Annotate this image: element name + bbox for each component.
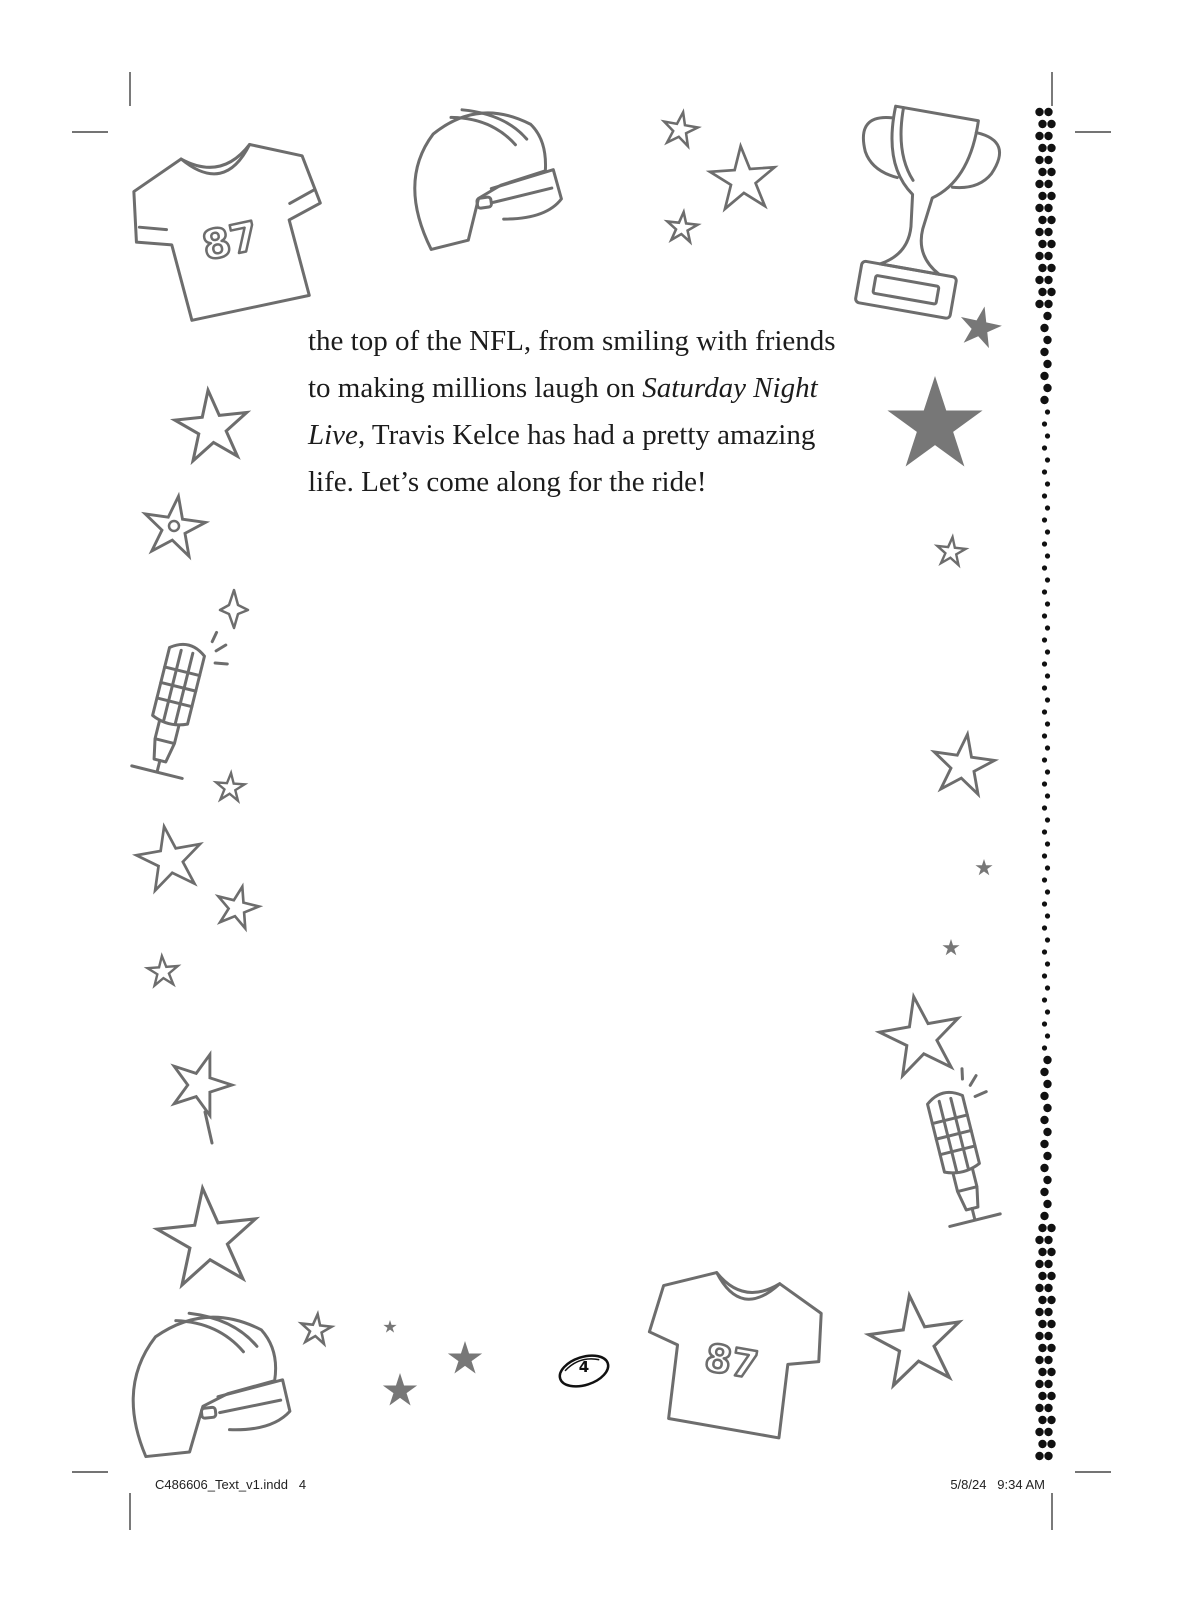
border-dot [1035, 1452, 1043, 1460]
border-dot [1038, 216, 1046, 224]
border-dot [1045, 457, 1050, 462]
border-dot [1035, 132, 1043, 140]
border-dot [1047, 1440, 1055, 1448]
border-dot [1047, 144, 1055, 152]
border-dot [1047, 1392, 1055, 1400]
border-dot [1038, 1416, 1046, 1424]
border-dot [1040, 1140, 1048, 1148]
border-dot [1035, 276, 1043, 284]
star-icon [300, 1312, 333, 1344]
border-dot [1043, 1128, 1051, 1136]
border-dot [1044, 1428, 1052, 1436]
border-dot [1044, 180, 1052, 188]
border-dot [1045, 961, 1050, 966]
border-dot [1043, 1176, 1051, 1184]
border-dot [1045, 505, 1050, 510]
border-dot [1044, 1308, 1052, 1316]
border-dot [1035, 1380, 1043, 1388]
border-dot [1045, 697, 1050, 702]
border-dot [1042, 901, 1047, 906]
body-paragraph [308, 318, 874, 506]
border-dot [1042, 637, 1047, 642]
border-dot [1038, 120, 1046, 128]
border-dot [1043, 384, 1051, 392]
border-dot [1044, 1452, 1052, 1460]
star-icon [172, 386, 251, 462]
border-dot [1038, 144, 1046, 152]
border-dot [1047, 1296, 1055, 1304]
border-dot [1045, 865, 1050, 870]
border-dot [1035, 204, 1043, 212]
border-dot [1035, 1284, 1043, 1292]
border-dot [1045, 889, 1050, 894]
border-dot [1043, 1152, 1051, 1160]
border-dot [1045, 817, 1050, 822]
text-line-1: the top of the NFL, from smiling with friends [308, 325, 836, 357]
border-dot [1042, 1045, 1047, 1050]
jersey-icon [635, 1263, 831, 1443]
border-dot [1044, 204, 1052, 212]
border-dot [1038, 240, 1046, 248]
border-dot [1043, 1056, 1051, 1064]
border-dot [1042, 517, 1047, 522]
border-dot [1047, 1320, 1055, 1328]
border-dot [1045, 625, 1050, 630]
border-dot [1040, 372, 1048, 380]
border-dot [1043, 1104, 1051, 1112]
text-line-3 [308, 412, 874, 459]
border-dot [1045, 769, 1050, 774]
border-dot [1044, 108, 1052, 116]
border-dot [1040, 396, 1048, 404]
border-dot [1042, 997, 1047, 1002]
border-dot [1042, 973, 1047, 978]
slug-file-name: C486606_Text_v1.indd 4 [155, 1477, 307, 1492]
jersey-icon [121, 133, 338, 329]
sparkle-icon [220, 590, 248, 628]
border-dot [1038, 1272, 1046, 1280]
border-dot [1044, 300, 1052, 308]
border-dot [1044, 252, 1052, 260]
star-eye [169, 521, 179, 531]
border-dot [1038, 288, 1046, 296]
border-dot [1044, 156, 1052, 164]
microphone-icon [132, 620, 234, 782]
text-line-3-plain: , Travis Kelce has had a pretty amazing [357, 419, 816, 451]
border-dot [1045, 649, 1050, 654]
border-dot [1042, 565, 1047, 570]
border-dot [1047, 240, 1055, 248]
border-dot [1038, 1320, 1046, 1328]
microphone-icon [913, 1064, 1015, 1226]
border-dot [1040, 1116, 1048, 1124]
star-icon [661, 109, 700, 147]
border-dot [1045, 937, 1050, 942]
border-dot [1044, 276, 1052, 284]
show-title-part-1: Saturday Night [642, 372, 818, 404]
star-icon [708, 144, 777, 210]
border-dot [1044, 228, 1052, 236]
text-line-4: life. Let’s come along for the ride! [308, 466, 707, 498]
border-dot [1040, 1092, 1048, 1100]
border-dot [1042, 661, 1047, 666]
border-dot [1045, 985, 1050, 990]
star-icon [147, 955, 179, 986]
border-dot [1042, 829, 1047, 834]
border-dot [1043, 1080, 1051, 1088]
border-dot [1038, 1344, 1046, 1352]
border-dot [1042, 421, 1047, 426]
border-dot [1045, 1009, 1050, 1014]
border-dot [1035, 1356, 1043, 1364]
border-dot [1035, 1332, 1043, 1340]
star-icon [975, 859, 992, 875]
border-dot [1042, 445, 1047, 450]
border-dot [1035, 156, 1043, 164]
border-dot [1047, 168, 1055, 176]
border-dot [1042, 613, 1047, 618]
border-dot [1045, 409, 1050, 414]
border-dot [1044, 1284, 1052, 1292]
border-dot [1042, 1021, 1047, 1026]
border-dot [1047, 216, 1055, 224]
border-dot [1044, 1260, 1052, 1268]
border-dot [1045, 529, 1050, 534]
show-title-part-2: Live [308, 419, 358, 451]
star-icon [942, 939, 959, 955]
border-dot [1044, 1332, 1052, 1340]
border-dot [1042, 877, 1047, 882]
star-icon [212, 882, 262, 931]
border-dot [1044, 1380, 1052, 1388]
star-icon [448, 1341, 482, 1374]
border-dot [1044, 1236, 1052, 1244]
border-dot [1043, 1200, 1051, 1208]
border-dot [1040, 348, 1048, 356]
football-helmet-icon [404, 98, 566, 251]
star-icon [132, 821, 206, 893]
border-dot [1038, 1368, 1046, 1376]
border-dot [1035, 1260, 1043, 1268]
page-number: 4 [578, 1358, 590, 1376]
star-icon [383, 1320, 396, 1333]
jersey-number: 87 [701, 1335, 762, 1388]
star-icon [153, 1183, 261, 1287]
border-dot [1035, 228, 1043, 236]
border-dot [1042, 493, 1047, 498]
border-dot [1035, 1404, 1043, 1412]
star-icon [874, 990, 966, 1079]
border-dot [1035, 1236, 1043, 1244]
star-icon [887, 376, 982, 466]
border-dot [1047, 120, 1055, 128]
border-dot [1042, 853, 1047, 858]
border-dot [1045, 673, 1050, 678]
slug-date-time: 5/8/24 9:34 AM [950, 1477, 1045, 1492]
border-dot [1044, 1356, 1052, 1364]
border-dot [1035, 300, 1043, 308]
border-dot [1043, 312, 1051, 320]
border-dot [1040, 1068, 1048, 1076]
border-dot [1047, 288, 1055, 296]
border-dot [1042, 469, 1047, 474]
border-dot [1042, 709, 1047, 714]
border-dot [1047, 1368, 1055, 1376]
dotted-border [1035, 108, 1055, 1460]
border-dot [1042, 757, 1047, 762]
border-dot [1038, 192, 1046, 200]
border-dot [1045, 433, 1050, 438]
star-icon [956, 302, 1005, 350]
border-dot [1044, 132, 1052, 140]
star-icon [215, 772, 245, 801]
star-icon [666, 210, 699, 242]
star-icon [140, 492, 208, 558]
border-dot [1040, 1188, 1048, 1196]
border-dot [1038, 1248, 1046, 1256]
border-dot [1045, 913, 1050, 918]
border-dot [1040, 1212, 1048, 1220]
football-helmet-icon [124, 1304, 293, 1457]
border-dot [1043, 360, 1051, 368]
border-dot [1047, 1344, 1055, 1352]
border-dot [1045, 1033, 1050, 1038]
jersey-number: 87 [198, 213, 263, 270]
border-dot [1045, 841, 1050, 846]
border-dot [1042, 589, 1047, 594]
star-icon [936, 536, 967, 566]
border-dot [1035, 252, 1043, 260]
border-dot [1035, 180, 1043, 188]
border-dot [1047, 192, 1055, 200]
border-dot [1035, 1428, 1043, 1436]
border-dot [1047, 1416, 1055, 1424]
star-icon [383, 1373, 417, 1406]
border-dot [1044, 1404, 1052, 1412]
border-dot [1035, 108, 1043, 116]
border-dot [1045, 601, 1050, 606]
border-dot [1045, 481, 1050, 486]
page-number-football [556, 1352, 612, 1390]
star-icon [929, 730, 997, 796]
border-dot [1042, 805, 1047, 810]
border-dot [1045, 721, 1050, 726]
border-dot [1045, 745, 1050, 750]
border-dot [1043, 336, 1051, 344]
border-dot [1047, 1248, 1055, 1256]
border-dot [1042, 781, 1047, 786]
border-dot [1045, 793, 1050, 798]
star-icon [864, 1289, 966, 1388]
border-dot [1045, 577, 1050, 582]
text-line-2 [308, 365, 874, 412]
border-dot [1042, 733, 1047, 738]
border-dot [1042, 949, 1047, 954]
border-dot [1042, 685, 1047, 690]
border-dot [1047, 1272, 1055, 1280]
border-dot [1038, 1224, 1046, 1232]
border-dot [1042, 541, 1047, 546]
border-dot [1047, 264, 1055, 272]
text-line-2-plain: to making millions laugh on [308, 372, 643, 404]
border-dot [1042, 925, 1047, 930]
border-dot [1047, 1224, 1055, 1232]
border-dot [1040, 324, 1048, 332]
border-dot [1035, 1308, 1043, 1316]
border-dot [1040, 1164, 1048, 1172]
border-dot [1038, 1296, 1046, 1304]
star-wand-icon [163, 1045, 239, 1143]
border-dot [1038, 1392, 1046, 1400]
border-dot [1038, 1440, 1046, 1448]
trophy-icon [835, 102, 1005, 323]
border-dot [1045, 553, 1050, 558]
border-dot [1038, 168, 1046, 176]
border-dot [1038, 264, 1046, 272]
